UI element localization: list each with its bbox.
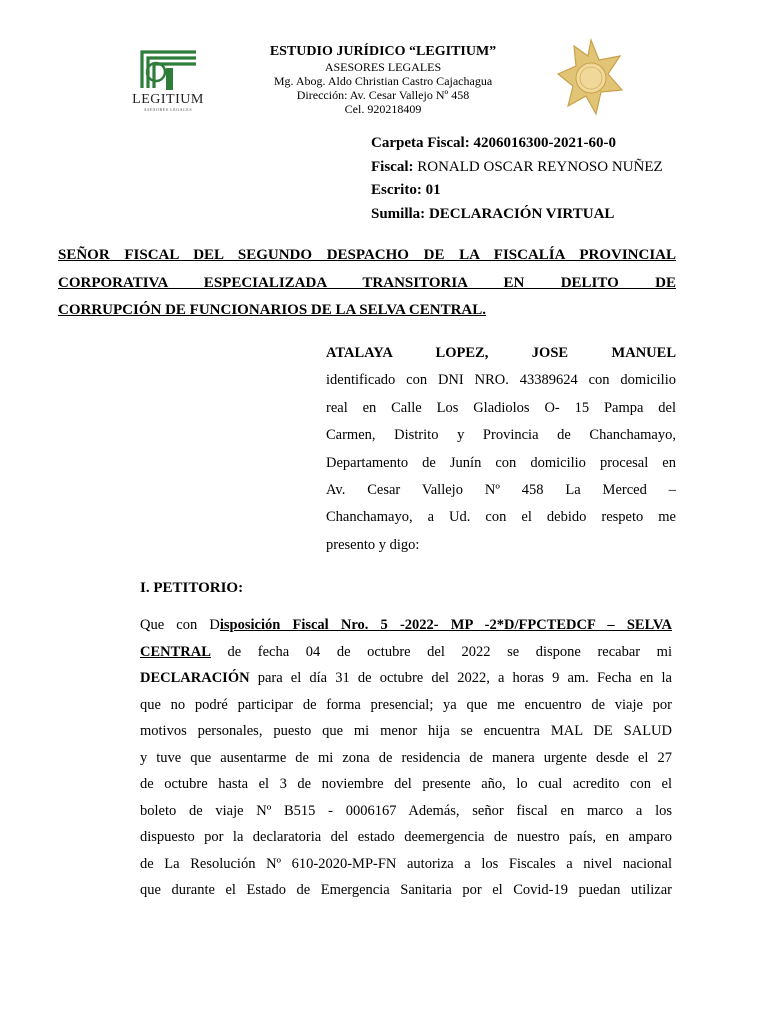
fiscal-value: RONALD OSCAR REYNOSO NUÑEZ [417,158,663,175]
sumilla-row [371,206,701,230]
ident-line: Chanchamayo, a Ud. con el debido respeto me [326,509,676,526]
disposition-ref: isposición Fiscal Nro. 5 -2022- MP -2*D/FPCTEDCF – SELVA [219,617,672,633]
firm-attorney: Mg. Abog. Aldo Christian Castro Cajachagua [273,74,493,88]
firm-phone: Cel. 920218409 [344,102,422,116]
fiscal-label: Fiscal: [371,158,414,175]
logo-wordmark: LEGITIUM [132,92,204,107]
ident-line: identificado con DNI NRO. 43389624 con domicilio [326,372,676,389]
party-name-text: ATALAYA LOPEZ, JOSE MANUEL [326,345,676,361]
ident-line: Av. Cesar Vallejo Nº 458 La Merced – [326,482,676,499]
body-line: dispuesto por la declaratoria del estado deemergencia de nuestro país, en amparo [140,829,672,845]
body-text: Que con D [140,617,220,633]
body-line [140,639,672,666]
identification-block [326,340,676,559]
case-meta [371,135,701,229]
sumilla-value: DECLARACIÓN VIRTUAL [428,205,615,222]
body-line [140,665,672,692]
petitorio-body [140,612,672,904]
declaration-term: DECLARACIÓN [140,670,250,686]
body-line: que durante el Estado de Emergencia Sanitaria por el Covid-19 puedan utilizar [140,882,672,898]
body-text: de fecha 04 de octubre del 2022 se dispone recabar mi [210,643,672,660]
legitium-logo [118,42,218,114]
escrito-value: 01 [425,182,441,198]
firm-address: Dirección: Av. Cesar Vallejo Nº 458 [296,88,470,102]
carpeta-row [371,135,701,159]
seal-icon [556,38,626,118]
body-text: para el día 31 de octubre del 2022, a horas 9 am. Fecha en la [249,670,672,686]
body-line: de La Resolución Nº 610-2020-MP-FN autoriza a los Fiscales a nivel nacional [140,855,672,872]
addressee-line: CORRUPCIÓN DE FUNCIONARIOS DE LA SELVA CENTRAL. [58,302,486,318]
ident-line: Carmen, Distrito y Provincia de Chanchamayo, [326,427,676,444]
disposition-ref-end: CENTRAL [140,643,211,660]
legitium-logo-icon [118,42,218,92]
body-line: motivos personales, puesto que mi menor hija se encuentra MAL DE SALUD [140,723,672,739]
body-line: boleto de viaje Nº B515 - 0006167 Además, señor fiscal en marco a los [140,802,672,819]
ident-line: real en Calle Los Gladiolos O- 15 Pampa del [326,399,676,416]
ident-line: presento y digo: [326,536,420,553]
addressee-line: CORPORATIVA ESPECIALIZADA TRANSITORIA EN DELITO DE [58,274,676,291]
body-line: de octubre hasta el 3 de noviembre del presente año, lo cual acredito con el [140,776,672,792]
ident-line: Departamento de Junín con domicilio procesal en [326,454,676,471]
firm-line: ASESORES LEGALES [324,60,442,74]
body-line [140,612,672,639]
carpeta-label: Carpeta Fiscal: [371,135,470,151]
party-name [326,340,676,367]
sumilla-label: Sumilla: [371,205,426,222]
section-heading-petitorio: I. PETITORIO: [140,580,244,596]
escrito-label: Escrito: [371,182,422,198]
carpeta-value: 4206016300-2021-60-0 [473,135,616,151]
escrito-row [371,182,701,206]
body-line: que no podré participar de forma presencial; ya que me encuentro de viaje por [140,696,672,713]
body-line: y tuve que ausentarme de mi zona de residencia de manera urgente desde el 27 [140,749,672,766]
addressee [58,242,676,325]
firm-name: ESTUDIO JURÍDICO “LEGITIUM” [269,44,497,59]
logo-tagline: ASESORES LEGALES [143,107,193,112]
firm-info [238,43,528,116]
fiscal-row [371,159,701,183]
addressee-line: SEÑOR FISCAL DEL SEGUNDO DESPACHO DE LA FISCALÍA PROVINCIAL [58,247,676,263]
